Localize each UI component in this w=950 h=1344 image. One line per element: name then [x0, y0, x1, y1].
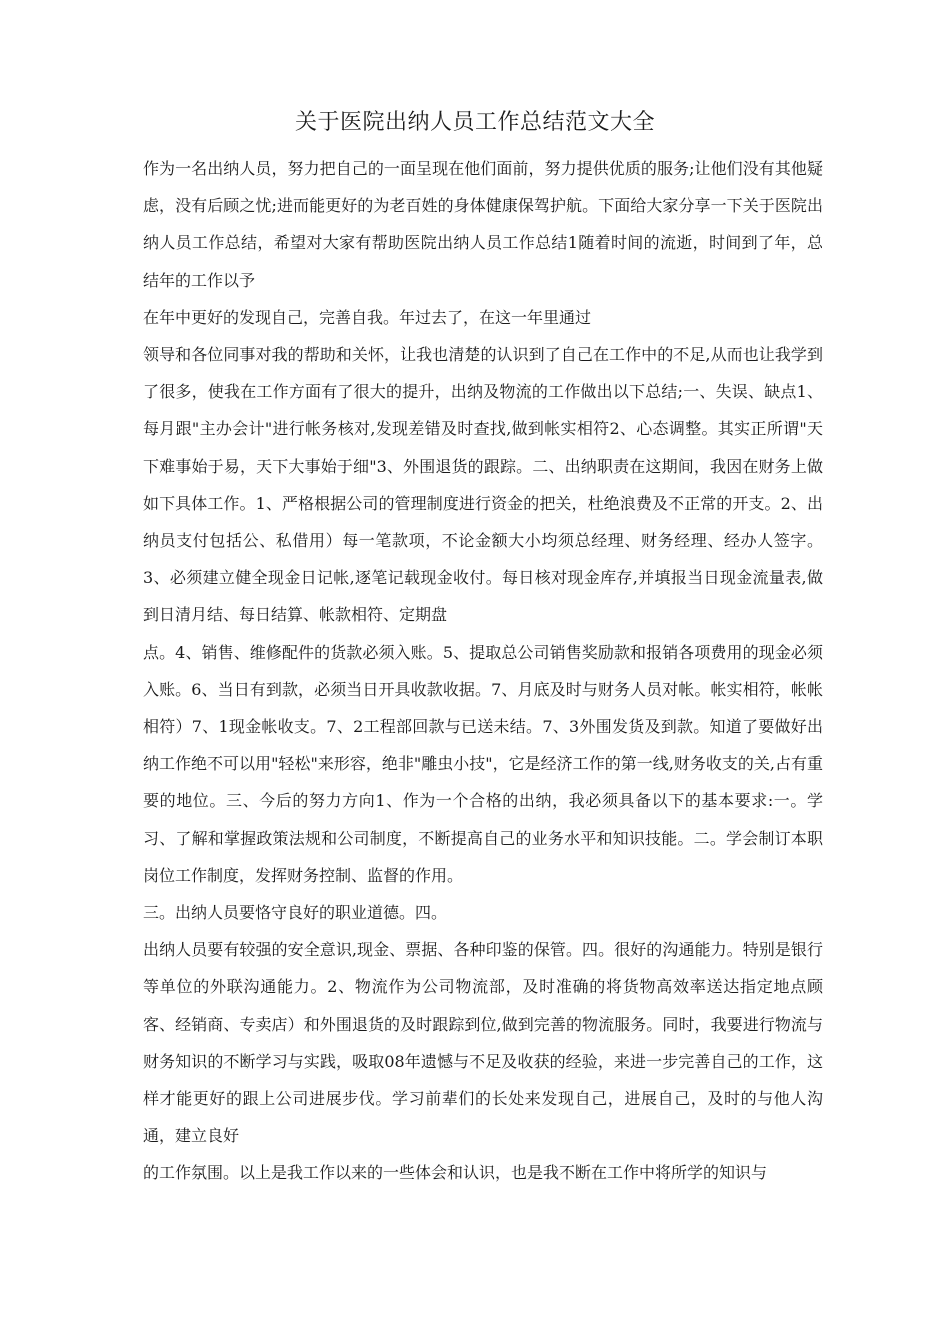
paragraph-3: 领导和各位同事对我的帮助和关怀，让我也清楚的认识到了自己在工作中的不足,从而也让我学到了很多，使我在工作方面有了很大的提升，出纳及物流的工作做出以下总结;一、失误、缺点1、每月跟"主办会计"进行帐务核对,发现差错及时查找,做到帐实相符2、心态调整。其实正所谓"天下难事始于易，天下大事始于细"3、外围退货的跟踪。二、出纳职责在这期间，我因在财务上做如下具体工作。1、严格根据公司的管理制度进行资金的把关，杜绝浪费及不正常的开支。2、出纳员支付包括公、私借用）每一笔款项，不论金额大小均须总经理、财务经理、经办人签字。3、必须建立健全现金日记帐,逐笔记载现金收付。每日核对现金库存,并填报当日现金流量表,做到日清月结、每日结算、帐款相符、定期盘 — [143, 345, 823, 625]
document-title: 关于医院出纳人员工作总结范文大全 — [294, 110, 655, 135]
paragraph-intro: 作为一名出纳人员，努力把自己的一面呈现在他们面前，努力提供优质的服务;让他们没有其他疑虑，没有后顾之忧;进而能更好的为老百姓的身体健康保驾护航。下面给大家分享一下关于医院出纳人员工作总结，希望对大家有帮助医院出纳人员工作总结1随着时间的流逝，时间到了年，总结年的工作以予 — [143, 159, 823, 290]
paragraph-5: 三。出纳人员要恪守良好的职业道德。四。 — [143, 903, 448, 923]
paragraph-6: 出纳人员要有较强的安全意识,现金、票据、各种印鉴的保管。四。很好的沟通能力。特别是银行等单位的外联沟通能力。2、物流作为公司物流部，及时准确的将货物高效率送达指定地点顾客、经销商、专卖店）和外围退货的及时跟踪到位,做到完善的物流服务。同时，我要进行物流与财务知识的不断学习与实践，吸取08年遗憾与不足及收获的经验，来进一步完善自己的工作，这样才能更好的跟上公司进展步伐。学习前辈们的长处来发现自己，进展自己，及时的与他人沟通，建立良好 — [143, 940, 823, 1146]
paragraph-2: 在年中更好的发现自己，完善自我。年过去了，在这一年里通过 — [143, 307, 592, 327]
document-body — [143, 150, 823, 1192]
paragraph-4: 点。4、销售、维修配件的货款必须入账。5、提取总公司销售奖励款和报销各项费用的现金必须入账。6、当日有到款，必须当日开具收款收据。7、月底及时与财务人员对帐。帐实相符，帐帐相符）7、1现金帐收支。7、2工程部回款与已送未结。7、3外围发货及到款。知道了要做好出纳工作绝不可以用"轻松"来形容，绝非"雕虫小技"，它是经济工作的第一线,财务收支的关,占有重要的地位。三、今后的努力方向1、作为一个合格的出纳，我必须具备以下的基本要求:一。学习、了解和掌握政策法规和公司制度，不断提高自己的业务水平和知识技能。二。学会制订本职岗位工作制度，发挥财务控制、监督的作用。 — [143, 642, 823, 885]
paragraph-7: 的工作氛围。以上是我工作以来的一些体会和认识，也是我不断在工作中将所学的知识与 — [143, 1163, 768, 1183]
